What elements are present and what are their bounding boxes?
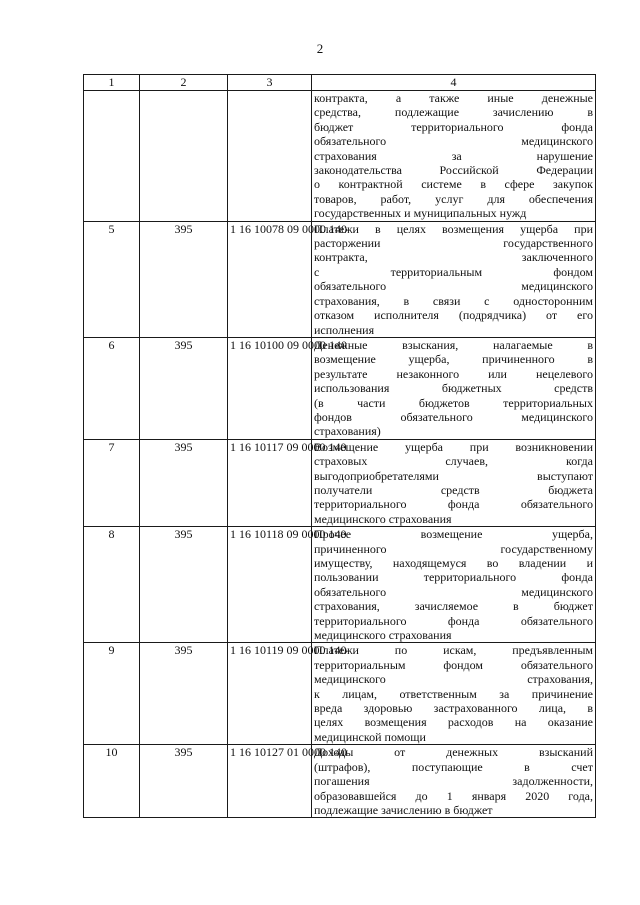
description-line: пользовании территориального фонда: [314, 570, 593, 585]
row-number-cell: 5: [84, 221, 140, 337]
description-line: Платежи в целях возмещения ущерба при: [314, 221, 593, 236]
administrator-code-cell: 395: [140, 337, 228, 439]
description-line: территориального фонда обязательного: [314, 613, 593, 628]
revenue-codes-table: [83, 74, 596, 818]
description-line: расторжении государственного: [314, 236, 593, 251]
row-number-cell: 10: [84, 745, 140, 818]
description-line: медицинской помощи: [314, 729, 426, 744]
revenue-description-cell: [312, 91, 596, 222]
description-line: страхования за нарушение: [314, 148, 593, 163]
description-line: Денежные взыскания, налагаемые в: [314, 337, 593, 352]
description-line: страхования, в связи с односторонним: [314, 293, 593, 308]
table-row: [84, 91, 596, 222]
revenue-description-cell: [312, 337, 596, 439]
description-line: результате незаконного или нецелевого: [314, 366, 593, 381]
description-line: бюджет территориального фонда: [314, 119, 593, 134]
description-line: обязательного медицинского: [314, 584, 593, 599]
description-line: погашения задолженности,: [314, 774, 593, 789]
budget-classification-code-cell: 1 16 10100 09 0000 140: [228, 337, 312, 439]
description-line: причиненного государственному: [314, 541, 593, 556]
column-header: 4: [312, 75, 596, 91]
description-line: законодательства Российской Федерации: [314, 163, 593, 178]
description-line: получатели средств бюджета: [314, 482, 593, 497]
revenue-description-cell: [312, 439, 596, 526]
revenue-description-cell: [312, 221, 596, 337]
description-line: отказом исполнителя (подрядчика) от его: [314, 308, 593, 323]
description-line: страхования, зачисляемое в бюджет: [314, 599, 593, 614]
budget-classification-code-cell: 1 16 10119 09 0000 140: [228, 643, 312, 745]
description-line: территориального фонда обязательного: [314, 497, 593, 512]
description-line: контракта, заключенного: [314, 250, 593, 265]
description-line: вреда здоровью застрахованного лица, в: [314, 701, 593, 716]
description-line: медицинского страхования,: [314, 672, 593, 687]
table-row: [84, 221, 596, 337]
administrator-code-cell: 395: [140, 439, 228, 526]
description-line: страхования): [314, 424, 381, 439]
description-line: (штрафов), поступающие в счет: [314, 759, 593, 774]
description-line: образовавшейся до 1 января 2020 года,: [314, 788, 593, 803]
description-line: государственных и муниципальных нужд: [314, 206, 527, 221]
description-line: (в части бюджетов территориальных: [314, 395, 593, 410]
description-line: средства, подлежащие зачислению в: [314, 105, 593, 120]
description-line: территориальным фондом обязательного: [314, 657, 593, 672]
description-line: фондов обязательного медицинского: [314, 409, 593, 424]
revenue-description-cell: [312, 527, 596, 643]
description-line: Прочее возмещение ущерба,: [314, 527, 593, 542]
page-number: 2: [316, 41, 324, 56]
description-line: возмещение ущерба, причиненного в: [314, 352, 593, 367]
description-line: целях возмещения расходов на оказание: [314, 715, 593, 730]
description-line: подлежащие зачислению в бюджет: [314, 802, 493, 817]
description-line: страховых случаев, когда: [314, 454, 593, 469]
budget-classification-code-cell: 1 16 10118 09 0000 140: [228, 527, 312, 643]
row-number-cell: [84, 91, 140, 222]
row-number-cell: 7: [84, 439, 140, 526]
description-line: выгодоприобретателями выступают: [314, 468, 593, 483]
description-line: с территориальным фондом: [314, 264, 593, 279]
description-line: имуществу, находящемуся во владении и: [314, 556, 593, 570]
budget-classification-code-cell: [228, 91, 312, 222]
table-body: [84, 91, 596, 818]
budget-classification-code-cell: 1 16 10127 01 0000 140: [228, 745, 312, 818]
description-line: обязательного медицинского: [314, 134, 593, 149]
table-row: [84, 745, 596, 818]
description-line: обязательного медицинского: [314, 279, 593, 294]
administrator-code-cell: 395: [140, 527, 228, 643]
budget-classification-code-cell: 1 16 10117 09 0000 140: [228, 439, 312, 526]
administrator-code-cell: [140, 91, 228, 222]
table-row: [84, 439, 596, 526]
column-header: 2: [140, 75, 228, 91]
description-line: Доходы от денежных взысканий: [314, 745, 593, 760]
row-number-cell: 8: [84, 527, 140, 643]
row-number-cell: 6: [84, 337, 140, 439]
revenue-description-cell: [312, 745, 596, 818]
administrator-code-cell: 395: [140, 745, 228, 818]
description-line: использования бюджетных средств: [314, 381, 593, 396]
description-line: товаров, работ, услуг для обеспечения: [314, 191, 593, 206]
revenue-description-cell: [312, 643, 596, 745]
budget-classification-code-cell: 1 16 10078 09 0000 140: [228, 221, 312, 337]
description-line: к лицам, ответственным за причинение: [314, 686, 593, 701]
column-header: 1: [84, 75, 140, 91]
description-line: о контрактной системе в сфере закупок: [314, 177, 593, 192]
table-row: [84, 337, 596, 439]
description-line: Возмещение ущерба при возникновении: [314, 439, 593, 454]
description-line: исполнения: [314, 322, 375, 337]
description-line: контракта, а также иные денежные: [314, 91, 593, 105]
description-line: медицинского страхования: [314, 628, 452, 643]
row-number-cell: 9: [84, 643, 140, 745]
table-header-row: [84, 75, 596, 91]
administrator-code-cell: 395: [140, 221, 228, 337]
table-row: [84, 643, 596, 745]
column-header: 3: [228, 75, 312, 91]
table-row: [84, 527, 596, 643]
description-line: Платежи по искам, предъявленным: [314, 643, 593, 658]
description-line: медицинского страхования: [314, 511, 452, 526]
administrator-code-cell: 395: [140, 643, 228, 745]
